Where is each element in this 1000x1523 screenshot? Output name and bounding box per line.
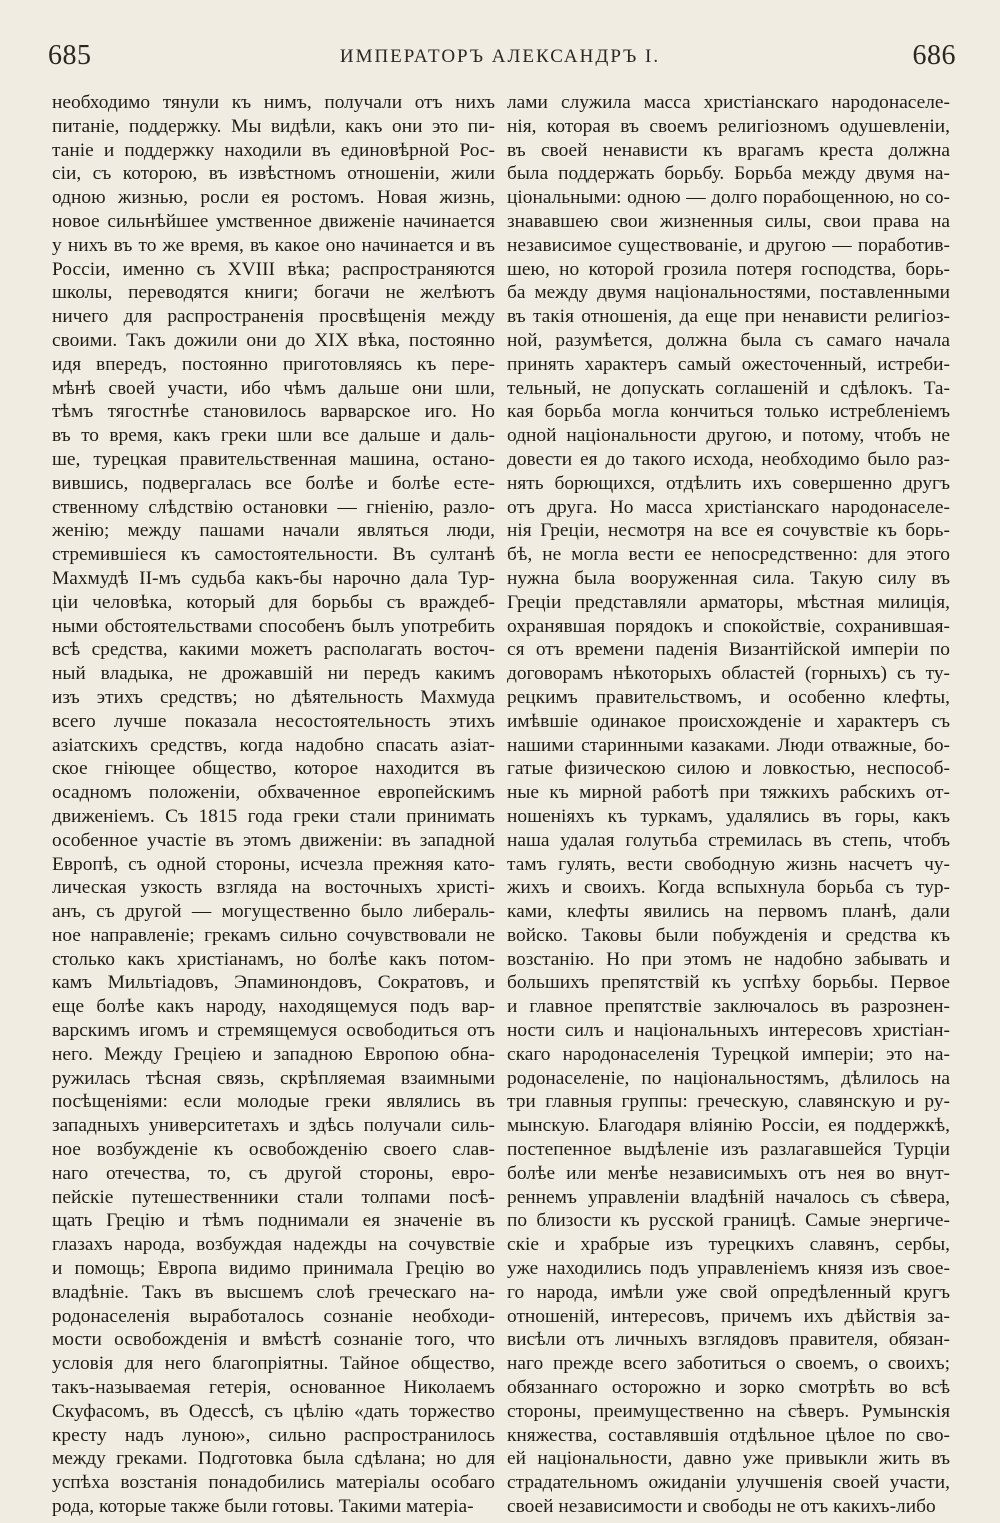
text-line: мѣнѣ своей участи, ибо чѣмъ дальше они шли, <box>52 377 495 399</box>
text-line: таніе и поддержку находили въ единовѣрной Рос- <box>52 139 495 161</box>
text-line: ной, разумѣется, должна была съ самаго начала <box>507 329 950 351</box>
text-line: варскимъ игомъ и стремящемуся освободиться отъ <box>52 1020 495 1042</box>
text-line: условія для него благопріятны. Тайное общество, <box>52 1353 495 1375</box>
text-line: и главное препятствіе заключалось въ разрознен- <box>507 996 950 1018</box>
text-line: тѣмъ тягостнѣе становилось варварское иго. Но <box>52 401 495 423</box>
text-line: княжества, составлявшія отдѣльное цѣлое по сво- <box>507 1424 950 1446</box>
text-line: стороны, преимущественно на сѣверъ. Румынскія <box>507 1400 950 1422</box>
text-line: ности силъ и національныхъ интересовъ христіан- <box>507 1020 950 1042</box>
text-line: родонаселеніе, по національностямъ, дѣлилось на <box>507 1067 950 1089</box>
text-line: въ такія отношенія, да еще при ненависти религіоз- <box>507 306 950 328</box>
page-number-left: 685 <box>48 40 92 71</box>
text-line: знававшею свои жизненныя силы, свои права на <box>507 210 950 232</box>
text-line: отношеній, интересовъ, причемъ ихъ дѣйствія за- <box>507 1305 950 1327</box>
text-line: ками, клефты явились на первомъ планѣ, дали <box>507 901 950 923</box>
text-line: го народа, имѣли уже свой опредѣленный кругъ <box>507 1281 950 1303</box>
text-line: питаніе, поддержку. Мы видѣли, какъ они это пи- <box>52 115 495 137</box>
text-line: женію; между пашами начали являться люди, <box>52 520 495 542</box>
text-line: ные къ мирной работѣ при тяжкихъ рабскихъ от- <box>507 782 950 804</box>
text-line: всего лучше показала несостоятельность этихъ <box>52 710 495 732</box>
text-line: одною жизнью, росли ея ростомъ. Новая жизнь, <box>52 187 495 209</box>
text-line: шею, но которой грозила потеря господства, борь- <box>507 258 950 280</box>
text-line: идя впередъ, постоянно приготовляясь къ пере- <box>52 353 495 375</box>
text-line: ское гніющее общество, которое находится въ <box>52 758 495 780</box>
text-line: особенное участіе въ этомъ движеніи: въ западной <box>52 829 495 851</box>
text-line: ный владыка, не дрожавшій ни передъ какимъ <box>52 663 495 685</box>
text-line: анъ, съ другой — могущественно было либераль- <box>52 901 495 923</box>
text-line: большихъ препятствій къ успѣху борьбы. Первое <box>507 972 950 994</box>
text-line: висѣли отъ личныхъ взглядовъ правителя, обязан- <box>507 1329 950 1351</box>
text-line: азіатскихъ средствъ, когда надобно спасать азіат- <box>52 734 495 756</box>
text-line: своими. Такъ дожили они до XIX вѣка, постоянно <box>52 329 495 351</box>
text-line: ей національности, давно уже привыкли жить въ <box>507 1448 950 1470</box>
text-line: обязаннаго осторожно и зорко смотрѣть во всѣ <box>507 1377 950 1399</box>
text-line: ся отъ времени паденія Византійской имперіи по <box>507 639 950 661</box>
text-line: осадномъ положеніи, обхваченное европейскимъ <box>52 782 495 804</box>
text-line: камъ Мильтіадовъ, Эпаминондовъ, Сократовъ, и <box>52 972 495 994</box>
text-line: такъ-называемая гетерія, основанное Николаемъ <box>52 1377 495 1399</box>
text-line: лами служила масса христіанскаго народонаселе- <box>507 92 950 113</box>
text-line: Греціи представляли арматоры, мѣстная милиція, <box>507 591 950 613</box>
text-line: ружилась тѣсная связь, скрѣпляемая взаимными <box>52 1067 495 1089</box>
text-line: ношеніяхъ къ туркамъ, удалялись въ горы, какъ <box>507 805 950 827</box>
text-line: Скуфасомъ, въ Одессѣ, съ цѣлію «дать торжество <box>52 1400 495 1422</box>
text-line: ба между двумя національностями, поставленными <box>507 282 950 304</box>
text-line: рецкимъ правительствомъ, и особенно клефты, <box>507 686 950 708</box>
text-line: владѣніе. Такъ въ высшемъ слоѣ греческаго на- <box>52 1281 495 1303</box>
text-line: наго отечества, то, съ другой стороны, евро- <box>52 1162 495 1184</box>
text-line: тельный, не допускать соглашеній и сдѣлокъ. Та- <box>507 377 950 399</box>
text-line: у нихъ въ то же время, въ какое оно начинается и въ <box>52 234 495 256</box>
text-line: столько какъ христіанамъ, но болѣе какъ потом- <box>52 948 495 970</box>
text-line: ціональными: одною — долго порабощенною, но со- <box>507 187 950 209</box>
text-line: рода, которые также были готовы. Такими матеріа- <box>52 1496 474 1518</box>
text-line: пейскіе путешественники стали толпами посѣ- <box>52 1186 495 1208</box>
text-line: болѣе или менѣе независимыхъ отъ нея во внут- <box>507 1162 950 1184</box>
text-line: ственному слѣдствію остановки — гніенію, разло- <box>52 496 495 518</box>
text-line: нашими старинными казаками. Люди отважные, бо- <box>507 734 950 756</box>
text-line: ничего для распространенія просвѣщенія между <box>52 306 495 328</box>
text-line: мости освобожденія и вмѣстѣ сознаніе того, что <box>52 1329 495 1351</box>
text-line: нять борющихся, отдѣлить ихъ совершенно другъ <box>507 472 950 494</box>
text-line: между греками. Подготовка была сдѣлана; но для <box>52 1448 495 1470</box>
text-line: щать Грецію и тѣмъ поднимали ея значеніе въ <box>52 1210 495 1232</box>
text-line: три главныя группы: греческую, славянскую и ру- <box>507 1091 950 1113</box>
text-line: наго прежде всего заботиться о своемъ, о своихъ; <box>507 1353 950 1375</box>
right-text-column <box>507 91 950 1519</box>
text-line: въ то время, какъ греки шли все дальше и даль- <box>52 425 495 447</box>
text-line: западныхъ университетахъ и здѣсь получали силь- <box>52 1115 495 1137</box>
text-line: охранявшая порядокъ и спокойствіе, сохранившая- <box>507 615 950 637</box>
text-line: договорамъ нѣкоторыхъ областей (горныхъ) съ ту- <box>507 663 950 685</box>
text-line: имѣвшіе одинакое происхожденіе и характеръ съ <box>507 710 950 732</box>
text-line: посѣщеніями: если молодые греки являлись въ <box>52 1091 495 1113</box>
text-line: бѣ, не могла вести ее непосредственно: для этого <box>507 544 950 566</box>
text-line: одной національности другою, и потому, чтобъ не <box>507 425 950 447</box>
text-line: реннемъ управленіи владѣній началось съ сѣвера, <box>507 1186 950 1208</box>
text-line: изъ этихъ средствъ; но дѣятельность Махмуда <box>52 686 495 708</box>
text-line: сіи, съ которою, въ извѣстномъ отношеніи, жили <box>52 163 495 185</box>
text-line: наша удалая голутьба стремилась въ степь, чтобъ <box>507 829 950 851</box>
text-line: глазахъ народа, возбуждая надежды на сочувствіе <box>52 1234 495 1256</box>
text-line: ное возбужденіе къ освобожденію своего слав- <box>52 1139 495 1161</box>
text-line: кая борьба могла кончиться только истребленіемъ <box>507 401 950 423</box>
text-line: постепенное выдѣленіе изъ разлагавшейся Турціи <box>507 1139 950 1161</box>
text-line: страдательномъ ожиданіи улучшенія своей участи, <box>507 1472 950 1494</box>
text-line: довести ея до такого исхода, необходимо было раз- <box>507 448 950 470</box>
text-line: еще болѣе какъ народу, находящемуся подъ вар- <box>52 996 495 1018</box>
text-line: нужна была вооруженная сила. Такую силу въ <box>507 567 950 589</box>
text-line: ціи человѣка, который для борьбы съ враждеб- <box>52 591 495 613</box>
text-line: необходимо тянули къ нимъ, получали отъ нихъ <box>52 92 495 113</box>
text-line: всѣ средства, какими можетъ располагать восточ- <box>52 639 495 661</box>
text-line: вившись, подвергалась все болѣе и болѣе есте- <box>52 472 495 494</box>
text-line: возстанію. Но при этомъ не надобно забывать и <box>507 948 950 970</box>
text-line: независимое существованіе, и другою — поработив- <box>507 234 950 256</box>
page-number-right: 686 <box>912 40 956 71</box>
text-line: уже находились подъ управленіемъ князя изъ свое- <box>507 1258 950 1280</box>
text-line: успѣха возстанія понадобились матеріалы особаго <box>52 1472 495 1494</box>
text-line: школы, переводятся книги; богачи не желѣютъ <box>52 282 495 304</box>
text-line: лическая узкость взгляда на восточныхъ христі- <box>52 877 495 899</box>
text-line: него. Между Греціею и западною Европою обна- <box>52 1043 495 1065</box>
text-line: ше, турецкая правительственная машина, остано- <box>52 448 495 470</box>
running-head-title: ИМПЕРАТОРЪ АЛЕКСАНДРЪ I. <box>339 46 661 67</box>
text-line: отъ друга. Но масса христіанскаго народонаселе- <box>507 496 950 518</box>
text-line: скіе и храбрые изъ турецкихъ славянъ, сербы, <box>507 1234 950 1256</box>
text-line: войско. Таковы были побужденія и средства къ <box>507 924 950 946</box>
text-line: гатые физическою силою и ловкостью, неспособ- <box>507 758 950 780</box>
text-line: жихъ и своихъ. Когда вспыхнула борьба съ тур- <box>507 877 950 899</box>
text-line: принять характеръ самый ожесточенный, истреби- <box>507 353 950 375</box>
text-line: мынскую. Благодаря вліянію Россіи, ея поддержкѣ, <box>507 1115 950 1137</box>
text-line: ными обстоятельствами способенъ былъ употребить <box>52 615 495 637</box>
text-line: скаго народонаселенія Турецкой имперіи; это на- <box>507 1043 950 1065</box>
text-line: Махмудѣ II-мъ судьба какъ-бы нарочно дала Тур- <box>52 567 495 589</box>
text-line: кресту надъ луною», сильно распространилось <box>52 1424 495 1446</box>
text-line: ное направленіе; грекамъ сильно сочувствовали не <box>52 924 495 946</box>
text-line: своей независимости и свободы не отъ какихъ-либо <box>507 1496 936 1518</box>
text-line: Россіи, именно съ XVIII вѣка; распространяются <box>52 258 495 280</box>
text-line: новое сильнѣйшее умственное движеніе начинается <box>52 210 495 232</box>
text-line: въ своей ненависти къ врагамъ креста должна <box>507 139 950 161</box>
left-text-column <box>52 91 495 1519</box>
text-line: стремившіеся къ самостоятельности. Въ султанѣ <box>52 544 495 566</box>
text-line: нія, которая въ своемъ религіозномъ одушевленіи, <box>507 115 950 137</box>
text-line: Европѣ, съ одной стороны, исчезла прежняя като- <box>52 853 495 875</box>
text-line: и помощь; Европа видимо принимала Грецію во <box>52 1258 495 1280</box>
page-header <box>0 40 1000 80</box>
text-line: родонаселенія выработалось сознаніе необходи- <box>52 1305 495 1327</box>
text-line: по близости къ русской границѣ. Самые энергиче- <box>507 1210 950 1232</box>
text-line: была поддержать борьбу. Борьба между двумя на- <box>507 163 950 185</box>
text-line: движеніемъ. Съ 1815 года греки стали принимать <box>52 805 495 827</box>
text-line: нія Греціи, несмотря на все ея сочувствіе къ борь- <box>507 520 950 542</box>
text-line: тамъ гулять, вести свободную жизнь насчетъ чу- <box>507 853 950 875</box>
